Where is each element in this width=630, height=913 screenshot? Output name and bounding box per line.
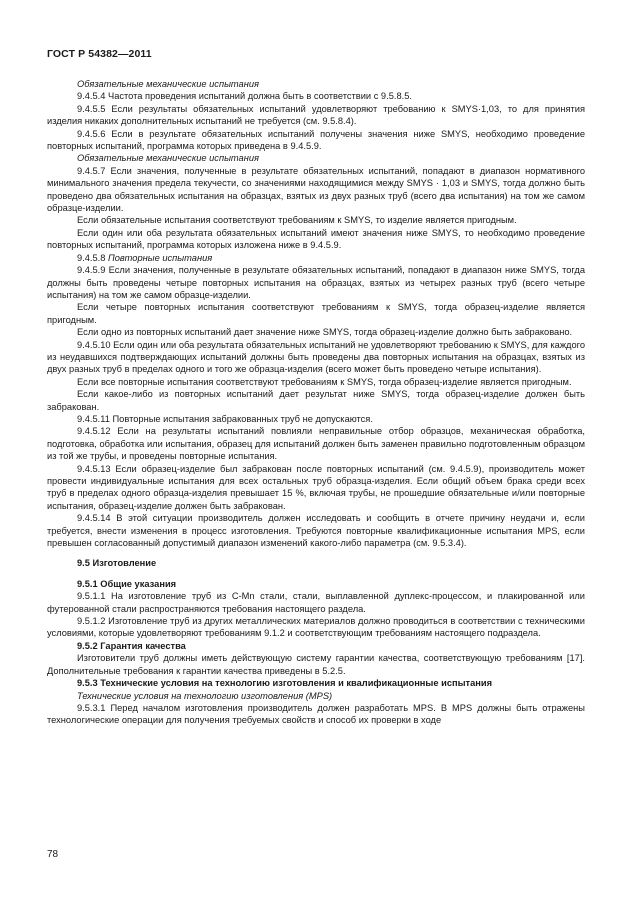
subsection-title: Обязательные механические испытания bbox=[77, 79, 259, 89]
paragraph: 9.4.5.4 Частота проведения испытаний должна быть в соответствии с 9.5.8.5. bbox=[77, 91, 412, 102]
paragraph: Если один или оба результата обязательных испытаний имеют значения ниже SMYS, то необходимо проведение повторных испытаний, программа которых изложена ниже в 9.4.5.9. bbox=[47, 227, 585, 251]
paragraph: Если четыре повторных испытания соответствуют требованиям к SMYS, тогда образец-изделие является пригодным. bbox=[47, 302, 585, 325]
paragraph: 9.4.5.13 Если образец-изделие был забракован после повторных испытаний (см. 9.4.5.9), производитель может провести индивидуальные испытания для всех остальных труб образца-изделия. Если общий объем брака среди всех труб в пределах одного образца-изделия превышает 15 %, включая трубы, не прошедшие обязательные и/или повторные испытания, образец-изделие должен быть забракован. bbox=[47, 463, 585, 511]
section-heading: 9.5 Изготовление bbox=[77, 558, 157, 569]
paragraph: 9.5.1.1 На изготовление труб из C-Mn стали, стали, выплавленной дуплекс-процессом, и плакированной или футерованной стали распространяются требования настоящего раздела. bbox=[47, 591, 585, 614]
paragraph: 9.5.1.2 Изготовление труб из других металлических материалов должно проводиться в соответствии с техническими условиями, которые удовлетворяют требованиям 9.1.2 и соответствующим требованиям настоящего подраздела. bbox=[47, 616, 585, 639]
paragraph: Если все повторные испытания соответствуют требованиям к SMYS, тогда образец-изделие является пригодным. bbox=[77, 376, 572, 387]
paragraph: 9.4.5.14 В этой ситуации производитель должен исследовать и сообщить в отчете причину неудачи и, если требуется, внести изменения в процесс изготовления. Требуются повторные квалификационные испытания MPS, если превышен согласованный допустимый диапазон изменений какого-либо параметра (см. 9.5.3.4). bbox=[47, 513, 585, 549]
paragraph: 9.4.5.12 Если на результаты испытаний повлияли неправильные отбор образцов, механическая обработка, подготовка, обработка или испытания, образец для испытаний должен быть заменен правильно подготовленным образцом из той же трубы, и проведены повторные испытания. bbox=[47, 426, 585, 462]
section-heading: 9.5.2 Гарантия качества bbox=[77, 640, 186, 651]
paragraph: 9.5.3.1 Перед началом изготовления производитель должен разработать MPS. В MPS должны быть отражены технологические операции для получения требуемых свойств и способ их проверки в ходе bbox=[47, 702, 585, 726]
paragraph: Изготовители труб должны иметь действующую систему гарантии качества, соответствующую требованиям [17]. Дополнительные требования к гарантии качества приведены в 5.2.5. bbox=[47, 653, 585, 676]
paragraph: 9.4.5.11 Повторные испытания забракованных труб не допускаются. bbox=[77, 413, 373, 424]
clause-title: Повторные испытания bbox=[108, 252, 213, 263]
paragraph: 9.4.5.9 Если значения, полученные в результате обязательных испытаний, попадают в диапазон ниже SMYS, тогда должны быть проведены четыре повторных испытания на образцах, взятых из четырех разных труб (всего четыре испытания) на том же самом образце-изделии. bbox=[47, 265, 585, 300]
paragraph: 9.4.5.10 Если один или оба результата обязательных испытаний не удовлетворяют требованию к SMYS, для каждого из неудавшихся подтверждающих испытаний должны быть проведены два повторных испытания на образцах, взятых из двух разных труб в пределах одного и того же образца-изделия (всего может быть проведено четыре испытания). bbox=[47, 339, 585, 375]
paragraph: 9.4.5.5 Если результаты обязательных испытаний удовлетворяют требованию к SMYS·1,03, то для принятия изделия никаких дополнительных испытаний не требуется (см. 9.5.8.4). bbox=[47, 103, 585, 127]
clause-number: 9.4.5.8 bbox=[77, 252, 109, 263]
document-body bbox=[47, 78, 585, 727]
subsection-title bbox=[47, 252, 585, 264]
document-header: ГОСТ Р 54382—2011 bbox=[47, 48, 152, 60]
paragraph: Если одно из повторных испытаний дает значение ниже SMYS, тогда образец-изделие должно быть забраковано. bbox=[77, 327, 573, 338]
section-heading: 9.5.3 Технические условия на технологию изготовления и квалификационные испытания bbox=[77, 678, 493, 689]
paragraph: Если какое-либо из повторных испытаний дает результат ниже SMYS, тогда образец-изделие должен быть забракован. bbox=[47, 389, 585, 412]
subsection-title: Обязательные механические испытания bbox=[77, 153, 259, 164]
paragraph: Если обязательные испытания соответствуют требованиям к SMYS, то изделие является пригодным. bbox=[77, 215, 517, 226]
section-heading: 9.5.1 Общие указания bbox=[77, 578, 177, 589]
subsection-title: Технические условия на технологию изготовления (MPS) bbox=[77, 690, 333, 701]
paragraph: 9.4.5.7 Если значения, полученные в результате обязательных испытаний, попадают в диапазон нормативного минимального значения предела текучести, со значениями находящимися между SMYS · 1,03 и SMYS, тогда должно быть проведено два обязательных испытания на образцах, взятых из двух разных труб (всего два испытания) на том же самом образце-изделии. bbox=[47, 165, 585, 214]
paragraph: 9.4.5.6 Если в результате обязательных испытаний получены значения ниже SMYS, необходимо проведение повторных испытаний, программа которых приведена в 9.4.5.9. bbox=[47, 128, 585, 152]
page-number: 78 bbox=[47, 849, 59, 860]
